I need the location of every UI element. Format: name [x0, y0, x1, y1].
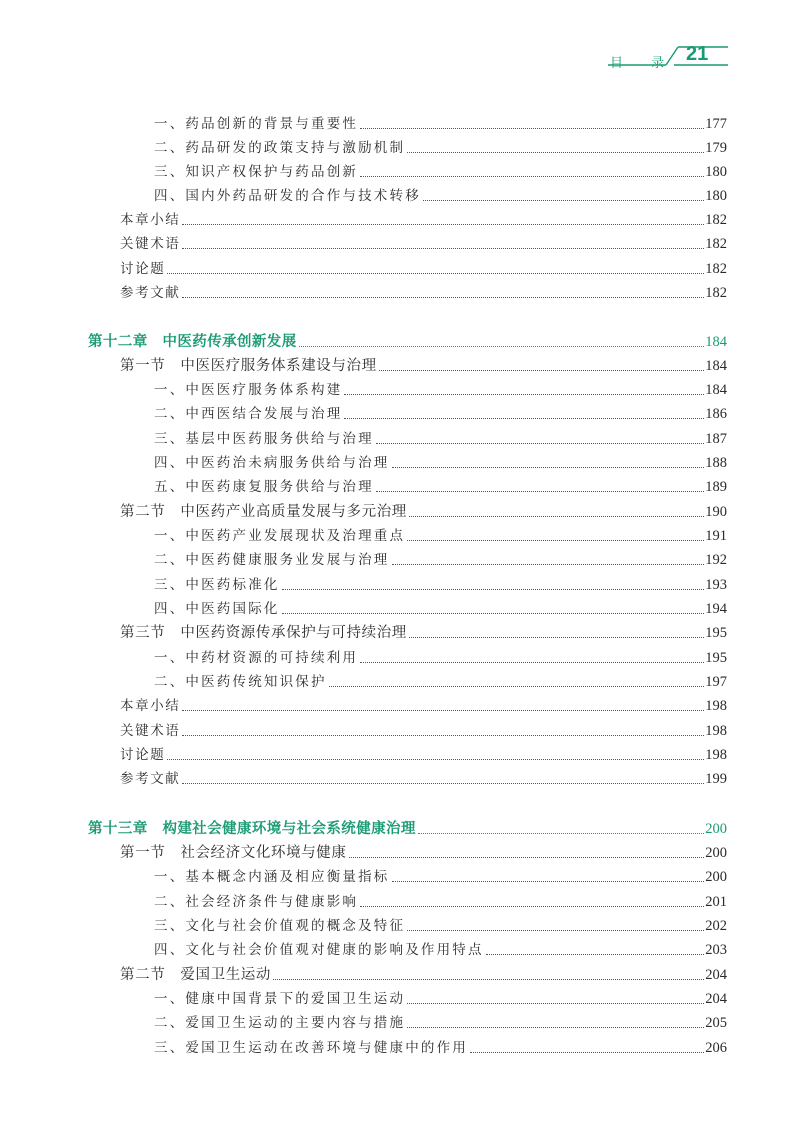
toc-entry-title: 第十二章 中医药传承创新发展: [88, 334, 297, 350]
toc-page-number: 179: [705, 140, 727, 156]
dot-leader: [299, 346, 705, 347]
dot-leader: [349, 857, 705, 858]
dot-leader: [182, 735, 704, 736]
dot-leader: [360, 662, 704, 663]
dot-leader: [407, 930, 704, 931]
toc-entry-title: 二、中医药传统知识保护: [154, 674, 327, 690]
toc-page-number: 200: [705, 821, 727, 837]
toc-entry-title: 四、中医药国际化: [154, 601, 280, 617]
toc-page-number: 191: [705, 528, 727, 544]
dot-leader: [470, 1052, 704, 1053]
toc-item[interactable]: [154, 527, 727, 545]
toc-page-number: 184: [705, 358, 727, 374]
toc-page-number: 204: [705, 991, 727, 1007]
toc-page-number: 200: [705, 845, 727, 861]
dot-leader: [167, 273, 704, 274]
dot-leader: [407, 1003, 704, 1004]
toc-entry-title: 三、知识产权保护与药品创新: [154, 164, 359, 180]
dot-leader: [376, 491, 704, 492]
toc-entry-title: 本章小结: [120, 698, 181, 714]
dot-leader: [360, 128, 704, 129]
toc-page-number: 184: [705, 382, 727, 398]
toc-section[interactable]: [120, 624, 727, 642]
toc-entry-title: 一、中医医疗服务体系构建: [154, 382, 343, 398]
toc-item[interactable]: [154, 941, 727, 959]
toc-entry-title: 二、药品研发的政策支持与激励机制: [154, 140, 406, 156]
toc-item[interactable]: [154, 478, 727, 496]
toc-item[interactable]: [154, 1014, 727, 1032]
toc-page-number: 205: [705, 1015, 727, 1031]
dot-leader: [360, 906, 704, 907]
toc-entry-title: 二、中医药健康服务业发展与治理: [154, 552, 390, 568]
toc-item[interactable]: [154, 600, 727, 618]
toc-page-number: 204: [705, 967, 727, 983]
toc-page-number: 190: [705, 504, 727, 520]
toc-page-number: 206: [705, 1040, 727, 1056]
toc-page-number: 197: [705, 674, 727, 690]
toc-item[interactable]: [154, 405, 727, 423]
toc-section[interactable]: [120, 844, 727, 862]
toc-item[interactable]: [154, 139, 727, 157]
toc-item[interactable]: [154, 893, 727, 911]
toc-page-number: 198: [705, 698, 727, 714]
toc-chapter[interactable]: [88, 333, 727, 351]
toc-entry-title: 四、中医药治未病服务供给与治理: [154, 455, 390, 471]
toc-entry-title: 第十三章 构建社会健康环境与社会系统健康治理: [88, 821, 416, 837]
header-page-number: 21: [686, 43, 709, 65]
toc-entry-title: 第三节 中医药资源传承保护与可持续治理: [120, 625, 407, 641]
dot-leader: [409, 637, 704, 638]
toc-page-number: 188: [705, 455, 727, 471]
toc-endnote[interactable]: [120, 284, 727, 302]
toc-entry-title: 关键术语: [120, 723, 181, 739]
dot-leader: [418, 833, 704, 834]
toc-entry-title: 一、中药材资源的可持续利用: [154, 650, 359, 666]
toc-item[interactable]: [154, 187, 727, 205]
dot-leader: [167, 759, 704, 760]
toc-entry-title: 一、药品创新的背景与重要性: [154, 116, 359, 132]
toc-entry-title: 四、文化与社会价值观对健康的影响及作用特点: [154, 942, 484, 958]
toc-entry-title: 关键术语: [120, 236, 181, 252]
toc-entry-title: 一、中医药产业发展现状及治理重点: [154, 528, 406, 544]
toc-entry-title: 四、国内外药品研发的合作与技术转移: [154, 188, 421, 204]
dot-leader: [182, 710, 704, 711]
dot-leader: [409, 516, 704, 517]
dot-leader: [344, 394, 704, 395]
toc-section[interactable]: [120, 357, 727, 375]
toc-item[interactable]: [154, 990, 727, 1008]
toc-endnote[interactable]: [120, 722, 727, 740]
toc-endnote[interactable]: [120, 770, 727, 788]
toc-item[interactable]: [154, 576, 727, 594]
dot-leader: [392, 564, 705, 565]
toc-item[interactable]: [154, 1039, 727, 1057]
toc-page-number: 182: [705, 261, 727, 277]
dot-leader: [407, 152, 704, 153]
dot-leader: [182, 783, 704, 784]
toc-endnote[interactable]: [120, 211, 727, 229]
toc-page-number: 198: [705, 747, 727, 763]
dot-leader: [329, 686, 705, 687]
toc-item[interactable]: [154, 115, 727, 133]
toc-entry-title: 一、基本概念内涵及相应衡量指标: [154, 869, 390, 885]
dot-leader: [376, 443, 704, 444]
dot-leader: [423, 200, 704, 201]
toc-page-number: 180: [705, 164, 727, 180]
dot-leader: [182, 297, 704, 298]
toc-item[interactable]: [154, 673, 727, 691]
toc-entry-title: 三、基层中医药服务供给与治理: [154, 431, 374, 447]
toc-item[interactable]: [154, 454, 727, 472]
toc-page-number: 194: [705, 601, 727, 617]
toc-entry-title: 二、爱国卫生运动的主要内容与措施: [154, 1015, 406, 1031]
toc-page-number: 192: [705, 552, 727, 568]
toc-page-number: 184: [705, 334, 727, 350]
dot-leader: [407, 1027, 704, 1028]
toc-entry-title: 参考文献: [120, 771, 181, 787]
dot-leader: [392, 881, 705, 882]
dot-leader: [282, 589, 705, 590]
toc-page-number: 195: [705, 625, 727, 641]
dot-leader: [486, 954, 705, 955]
toc-item[interactable]: [154, 649, 727, 667]
toc-entry-title: 二、中西医结合发展与治理: [154, 406, 343, 422]
toc-page-number: 201: [705, 894, 727, 910]
toc-item[interactable]: [154, 868, 727, 886]
toc-page-number: 187: [705, 431, 727, 447]
header-label: 目 录: [610, 56, 677, 71]
toc-item[interactable]: [154, 551, 727, 569]
toc-page-number: 202: [705, 918, 727, 934]
toc-item[interactable]: [154, 917, 727, 935]
toc-page-number: 180: [705, 188, 727, 204]
toc-entry-title: 三、中医药标准化: [154, 577, 280, 593]
toc-entry-title: 三、文化与社会价值观的概念及特征: [154, 918, 406, 934]
dot-leader: [392, 467, 705, 468]
running-header: [608, 44, 728, 70]
toc-page-number: 195: [705, 650, 727, 666]
toc-entry-title: 讨论题: [120, 261, 166, 277]
toc-page-number: 193: [705, 577, 727, 593]
toc-section[interactable]: [120, 503, 727, 521]
toc-endnote[interactable]: [120, 697, 727, 715]
dot-leader: [182, 248, 704, 249]
dot-leader: [407, 540, 704, 541]
dot-leader: [282, 613, 705, 614]
toc-endnote[interactable]: [120, 235, 727, 253]
dot-leader: [360, 176, 704, 177]
toc-endnote[interactable]: [120, 260, 727, 278]
toc-entry-title: 第二节 中医药产业高质量发展与多元治理: [120, 504, 407, 520]
toc-entry-title: 五、中医药康复服务供给与治理: [154, 479, 374, 495]
toc-page-number: 182: [705, 236, 727, 252]
toc-entry-title: 第一节 社会经济文化环境与健康: [120, 845, 347, 861]
toc-page-number: 182: [705, 212, 727, 228]
toc-chapter[interactable]: [88, 820, 727, 838]
dot-leader: [379, 370, 705, 371]
toc-item[interactable]: [154, 430, 727, 448]
toc-entry-title: 三、爱国卫生运动在改善环境与健康中的作用: [154, 1040, 468, 1056]
toc-entry-title: 参考文献: [120, 285, 181, 301]
toc-entry-title: 一、健康中国背景下的爱国卫生运动: [154, 991, 406, 1007]
toc-entry-title: 第二节 爱国卫生运动: [120, 967, 271, 983]
toc-item[interactable]: [154, 163, 727, 181]
toc-entry-title: 第一节 中医医疗服务体系建设与治理: [120, 358, 377, 374]
dot-leader: [344, 418, 704, 419]
toc-page-number: 199: [705, 771, 727, 787]
toc-entry-title: 讨论题: [120, 747, 166, 763]
toc-page-number: 203: [705, 942, 727, 958]
toc-entry-title: 二、社会经济条件与健康影响: [154, 894, 359, 910]
toc-entry-title: 本章小结: [120, 212, 181, 228]
toc-page-number: 186: [705, 406, 727, 422]
toc-page-number: 182: [705, 285, 727, 301]
toc-page-number: 198: [705, 723, 727, 739]
toc-page-number: 200: [705, 869, 727, 885]
toc-page-number: 177: [705, 116, 727, 132]
dot-leader: [182, 224, 704, 225]
toc-item[interactable]: [154, 381, 727, 399]
toc-section[interactable]: [120, 966, 727, 984]
toc-endnote[interactable]: [120, 746, 727, 764]
dot-leader: [273, 979, 704, 980]
toc-page-number: 189: [705, 479, 727, 495]
